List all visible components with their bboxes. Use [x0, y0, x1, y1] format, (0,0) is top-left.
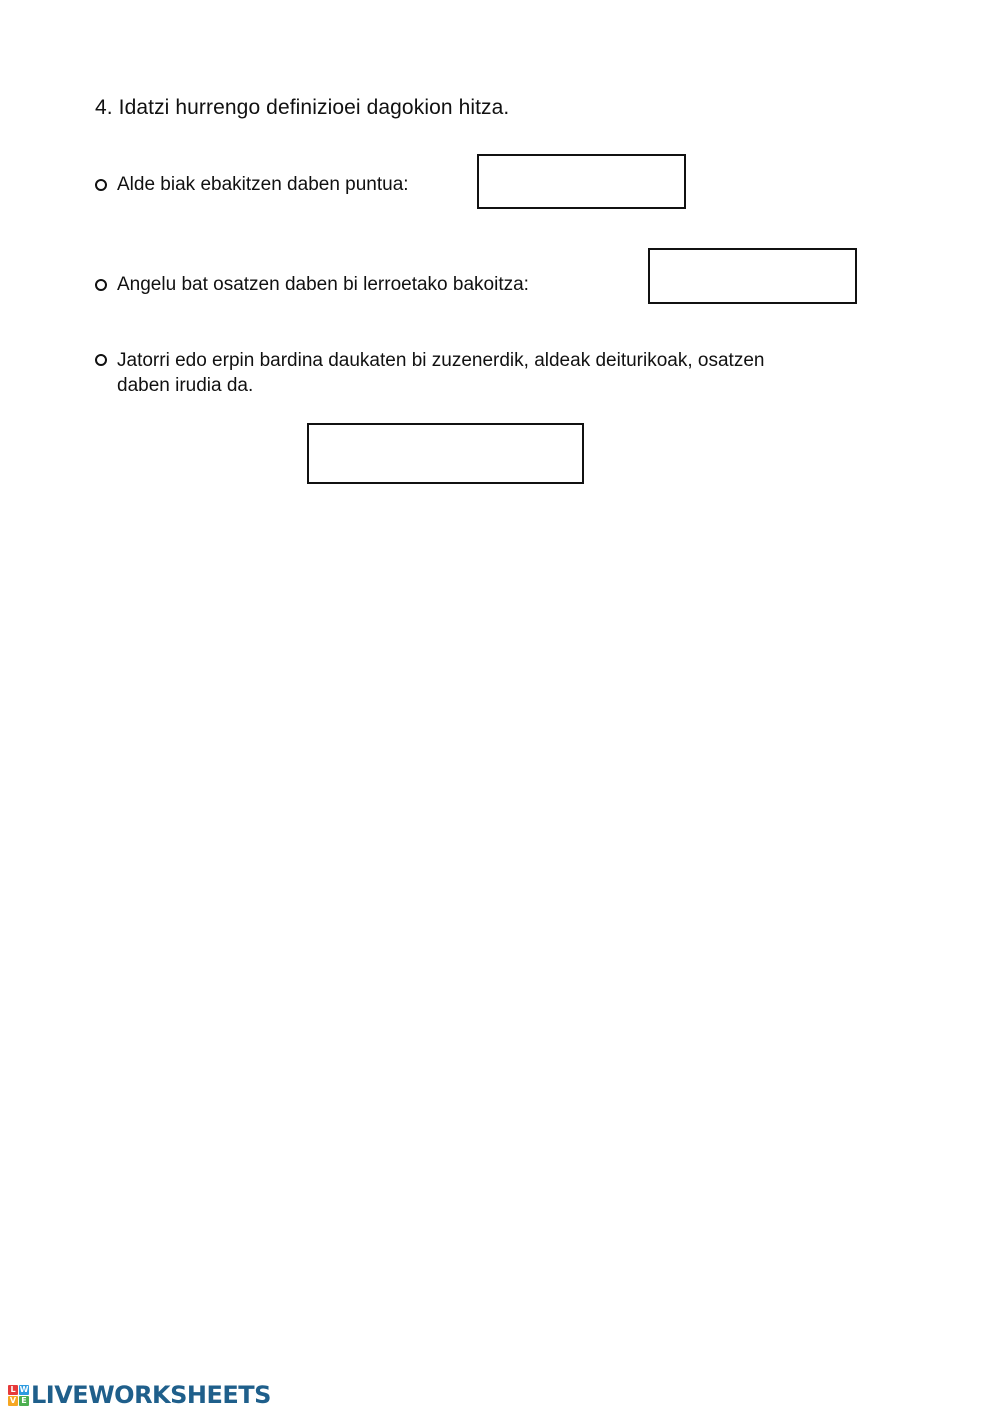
logo-tile: V [9, 1395, 17, 1405]
definition-3-line-1: Jatorri edo erpin bardina daukaten bi zuzenerdik, aldeak deiturikoak, osatzen [117, 350, 765, 371]
definition-1-text: Alde biak ebakitzen daben puntua: [117, 174, 409, 195]
answer-input-1[interactable] [477, 154, 686, 209]
bullet-circle-icon [95, 354, 107, 366]
liveworksheets-logo[interactable] [8, 1380, 271, 1410]
bullet-circle-icon [95, 179, 107, 191]
logo-tile: W [19, 1384, 29, 1394]
answer-input-3[interactable] [307, 423, 584, 484]
answer-input-2[interactable] [648, 248, 857, 304]
logo-tile: E [19, 1396, 29, 1406]
logo-tiles-icon [8, 1385, 29, 1406]
logo-tile: L [8, 1385, 18, 1395]
exercise-title: 4. Idatzi hurrengo definizioei dagokion hitza. [95, 96, 510, 119]
definition-3-line-2: daben irudia da. [117, 375, 254, 396]
definition-2-text: Angelu bat osatzen daben bi lerroetako bakoitza: [117, 274, 529, 295]
bullet-circle-icon [95, 279, 107, 291]
logo-wordmark: LIVEWORKSHEETS [31, 1381, 271, 1409]
definition-3-text [117, 348, 764, 398]
